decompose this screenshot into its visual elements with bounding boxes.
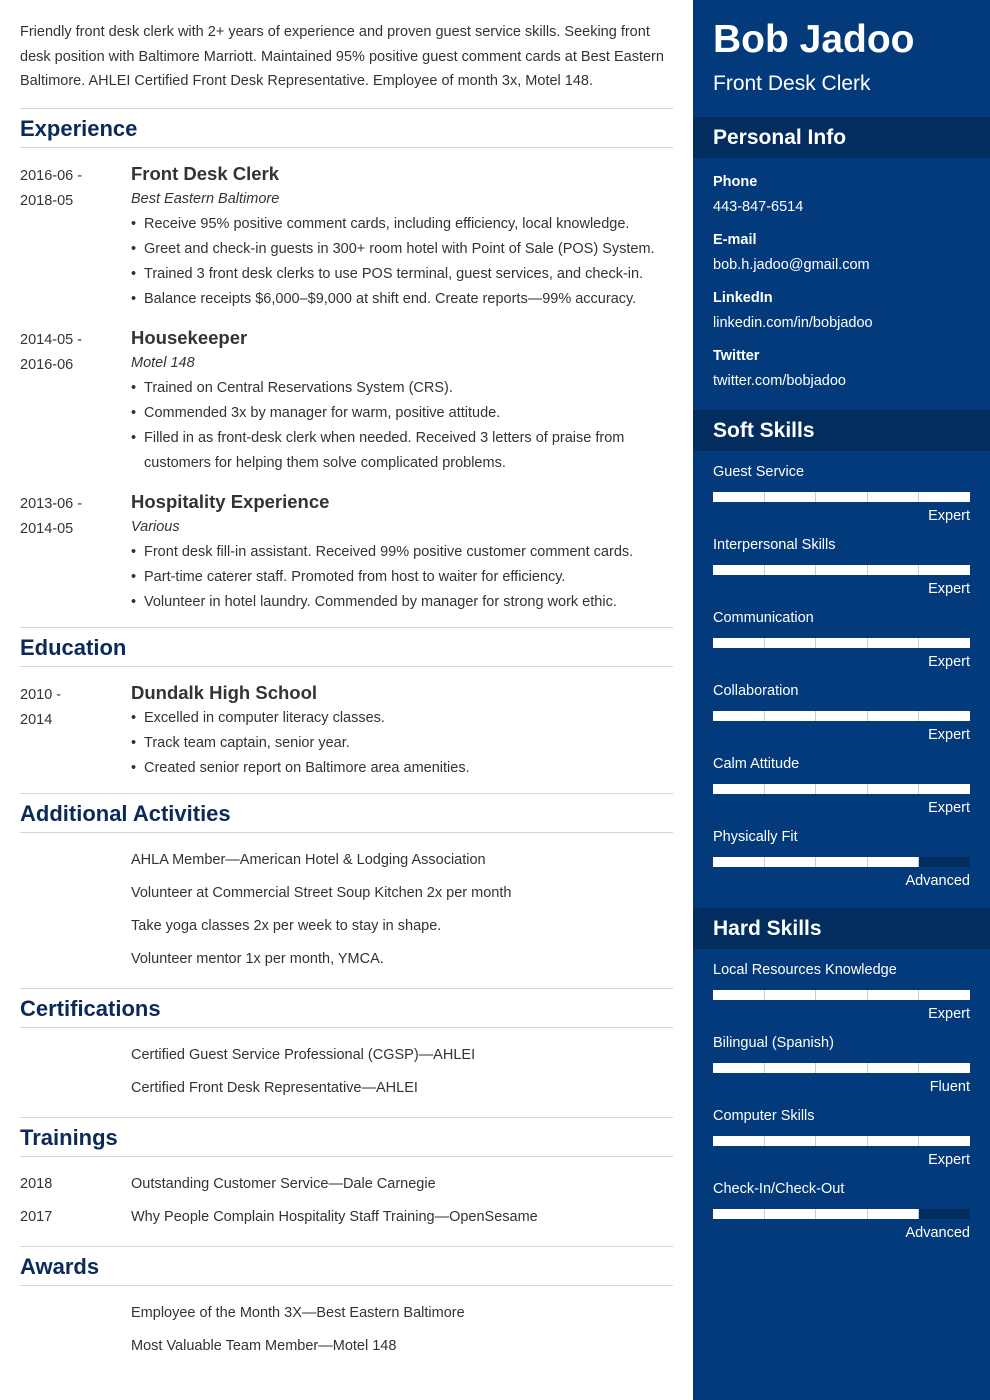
certifications-title: Certifications (20, 989, 673, 1028)
training-text: Outstanding Customer Service—Dale Carnegie (131, 1175, 436, 1192)
skill-bar-segment (765, 784, 817, 794)
phone-label: Phone (713, 174, 758, 190)
skill-item (713, 607, 970, 674)
skill-bar-segment (816, 784, 868, 794)
list-item: Certified Front Desk Representative—AHLEI (131, 1079, 418, 1096)
training-row (20, 1168, 673, 1201)
skill-bar (713, 990, 970, 1000)
skill-item (713, 959, 970, 1026)
skill-bar-segment (765, 857, 817, 867)
bullet: • Track team captain, senior year. (131, 731, 673, 756)
skill-level: Expert (928, 508, 970, 524)
skill-bar-segment (868, 857, 920, 867)
job-org: Various (131, 518, 180, 535)
skill-bar (713, 1063, 970, 1073)
skill-bar-segment (713, 857, 765, 867)
job-entry (20, 148, 673, 312)
training-row (20, 1201, 673, 1234)
skill-name: Communication (713, 610, 814, 626)
soft-skills-list (693, 451, 990, 908)
sidebar (693, 0, 990, 1400)
skill-bar-segment (816, 711, 868, 721)
bullet: • Greet and check-in guests in 300+ room hotel with Point of Sale (POS) System. (131, 237, 673, 262)
skill-name: Collaboration (713, 683, 799, 699)
linkedin-value[interactable]: linkedin.com/in/bobjadoo (713, 315, 873, 331)
skill-bar (713, 565, 970, 575)
experience-title: Experience (20, 109, 673, 148)
skill-bar-segment (765, 492, 817, 502)
skill-bar-segment (713, 1209, 765, 1219)
awards-title: Awards (20, 1247, 673, 1286)
certifications-list (20, 1028, 673, 1118)
job-bullets (131, 540, 673, 615)
skill-bar-segment (919, 1136, 970, 1146)
soft-skills-title: Soft Skills (693, 410, 990, 451)
skill-name: Physically Fit (713, 829, 798, 845)
bullet: • Commended 3x by manager for warm, positive attitude. (131, 401, 673, 426)
job-role: Housekeeper (131, 326, 248, 348)
twitter-value[interactable]: twitter.com/bobjadoo (713, 373, 846, 389)
sidebar-header (693, 0, 990, 117)
skill-bar-segment (919, 784, 970, 794)
job-org: Motel 148 (131, 354, 195, 371)
skill-name: Interpersonal Skills (713, 537, 836, 553)
skill-bar-segment (713, 1136, 765, 1146)
skill-bar-segment (765, 990, 817, 1000)
skill-level: Expert (928, 654, 970, 670)
candidate-title: Front Desk Clerk (713, 72, 871, 95)
list-item: Certified Guest Service Professional (CGSP)—AHLEI (131, 1046, 476, 1063)
bullet: • Front desk fill-in assistant. Received 99% positive customer comment cards. (131, 540, 673, 565)
education-entry (20, 667, 673, 781)
experience-list (20, 148, 673, 628)
skill-bar-segment (713, 1063, 765, 1073)
bullet: • Excelled in computer literacy classes. (131, 706, 673, 731)
bullet: • Balance receipts $6,000–$9,000 at shift end. Create reports—99% accuracy. (131, 287, 673, 312)
skill-bar-segment (919, 1063, 970, 1073)
email-value[interactable]: bob.h.jadoo@gmail.com (713, 257, 870, 273)
main-column (20, 0, 673, 1375)
list-item: Employee of the Month 3X—Best Eastern Baltimore (131, 1304, 465, 1321)
personal-info-title: Personal Info (693, 117, 990, 158)
skill-bar-segment (765, 1063, 817, 1073)
skill-bar-segment (713, 784, 765, 794)
personal-info (693, 158, 990, 410)
summary: Friendly front desk clerk with 2+ years of experience and proven guest service skills. Seeking front desk position with Baltimore Marriott. Maintained 95% positive guest comment cards at Best Eastern Baltimore. AHLEI Certified Front Desk Representative. Employee of month 3x, Motel 148. (20, 0, 673, 109)
skill-bar-segment (919, 1209, 970, 1219)
education-date: 2010 - 2014 (20, 686, 62, 728)
skill-bar-segment (868, 492, 920, 502)
skill-level: Fluent (929, 1079, 970, 1095)
job-date: 2016-06 - 2018-05 (20, 167, 83, 209)
job-role: Front Desk Clerk (131, 162, 280, 184)
skill-bar-segment (816, 1136, 868, 1146)
bullet: • Part-time caterer staff. Promoted from host to waiter for efficiency. (131, 565, 673, 590)
bullet: • Volunteer in hotel laundry. Commended by manager for strong work ethic. (131, 590, 673, 615)
skill-bar-segment (868, 565, 920, 575)
activities-title: Additional Activities (20, 794, 673, 833)
skill-level: Expert (928, 1152, 970, 1168)
skill-bar-segment (919, 638, 970, 648)
skill-bar (713, 857, 970, 867)
skill-bar-segment (765, 1136, 817, 1146)
job-bullets (131, 212, 673, 312)
skill-bar (713, 492, 970, 502)
skill-bar-segment (868, 1063, 920, 1073)
skill-level: Expert (928, 581, 970, 597)
skill-bar-segment (919, 492, 970, 502)
job-date: 2014-05 - 2016-06 (20, 331, 83, 373)
skill-name: Guest Service (713, 464, 805, 480)
bullet: • Filled in as front-desk clerk when needed. Received 3 letters of praise from customers for helping them solve complicated problems. (131, 426, 673, 476)
hard-skills-title: Hard Skills (693, 908, 990, 949)
skill-bar-segment (713, 990, 765, 1000)
skill-bar-segment (919, 565, 970, 575)
bullet: • Trained 3 front desk clerks to use POS terminal, guest services, and check-in. (131, 262, 673, 287)
skill-bar-segment (816, 638, 868, 648)
job-entry (20, 312, 673, 476)
job-entry (20, 476, 673, 615)
skill-bar-segment (868, 1209, 920, 1219)
skill-item (713, 753, 970, 820)
skill-bar-segment (868, 1136, 920, 1146)
bullet: • Trained on Central Reservations System (CRS). (131, 376, 673, 401)
skill-bar-segment (868, 990, 920, 1000)
skill-bar-segment (919, 711, 970, 721)
list-item: Volunteer mentor 1x per month, YMCA. (131, 950, 384, 967)
email-label: E-mail (713, 232, 757, 248)
skill-item (713, 1178, 970, 1245)
skill-bar-segment (816, 492, 868, 502)
education-title: Education (20, 628, 673, 667)
skill-bar-segment (765, 1209, 817, 1219)
hard-skills-list (693, 949, 990, 1260)
skill-bar-segment (765, 638, 817, 648)
skill-bar-segment (816, 1063, 868, 1073)
list-item: Most Valuable Team Member—Motel 148 (131, 1337, 397, 1354)
skill-bar-segment (868, 711, 920, 721)
skill-bar-segment (713, 711, 765, 721)
skill-bar-segment (713, 492, 765, 502)
skill-name: Calm Attitude (713, 756, 800, 772)
education-list (20, 667, 673, 794)
skill-bar-segment (919, 990, 970, 1000)
job-role: Hospitality Experience (131, 490, 330, 512)
job-org: Best Eastern Baltimore (131, 190, 280, 207)
skill-bar-segment (713, 565, 765, 575)
skill-bar-segment (713, 638, 765, 648)
skill-bar-segment (765, 711, 817, 721)
phone-value[interactable]: 443-847-6514 (713, 199, 804, 215)
training-date: 2018 (20, 1175, 53, 1192)
skill-bar-segment (816, 857, 868, 867)
skill-bar-segment (816, 1209, 868, 1219)
skill-item (713, 680, 970, 747)
skill-bar (713, 1209, 970, 1219)
skill-bar-segment (868, 638, 920, 648)
education-bullets (131, 706, 673, 781)
skill-bar-segment (816, 565, 868, 575)
skill-name: Bilingual (Spanish) (713, 1035, 834, 1051)
list-item: AHLA Member—American Hotel & Lodging Association (131, 851, 486, 868)
skill-bar-segment (816, 990, 868, 1000)
skill-bar (713, 784, 970, 794)
training-text: Why People Complain Hospitality Staff Training—OpenSesame (131, 1208, 538, 1225)
list-item: Volunteer at Commercial Street Soup Kitchen 2x per month (131, 884, 512, 901)
skill-bar-segment (765, 565, 817, 575)
trainings-list (20, 1157, 673, 1247)
skill-item (713, 461, 970, 528)
twitter-label: Twitter (713, 348, 760, 364)
skill-name: Check-In/Check-Out (713, 1181, 845, 1197)
trainings-title: Trainings (20, 1118, 673, 1157)
skill-level: Advanced (905, 1225, 970, 1241)
skill-bar-segment (919, 857, 970, 867)
skill-level: Expert (928, 727, 970, 743)
job-bullets (131, 376, 673, 476)
skill-level: Advanced (905, 873, 970, 889)
bullet: • Created senior report on Baltimore area amenities. (131, 756, 673, 781)
linkedin-label: LinkedIn (713, 290, 773, 306)
training-date: 2017 (20, 1208, 53, 1225)
skill-bar-segment (868, 784, 920, 794)
skill-name: Computer Skills (713, 1108, 815, 1124)
activities-list (20, 833, 673, 989)
skill-level: Expert (928, 800, 970, 816)
skill-bar (713, 1136, 970, 1146)
skill-item (713, 1032, 970, 1099)
bullet: • Receive 95% positive comment cards, including efficiency, local knowledge. (131, 212, 673, 237)
skill-item (713, 534, 970, 601)
school-name: Dundalk High School (131, 681, 318, 703)
skill-level: Expert (928, 1006, 970, 1022)
skill-item (713, 1105, 970, 1172)
skill-bar (713, 711, 970, 721)
awards-list (20, 1286, 673, 1375)
skill-bar (713, 638, 970, 648)
skill-item (713, 826, 970, 893)
job-date: 2013-06 - 2014-05 (20, 495, 83, 537)
skill-name: Local Resources Knowledge (713, 962, 897, 978)
list-item: Take yoga classes 2x per week to stay in shape. (131, 917, 442, 934)
candidate-name: Bob Jadoo (713, 18, 915, 61)
